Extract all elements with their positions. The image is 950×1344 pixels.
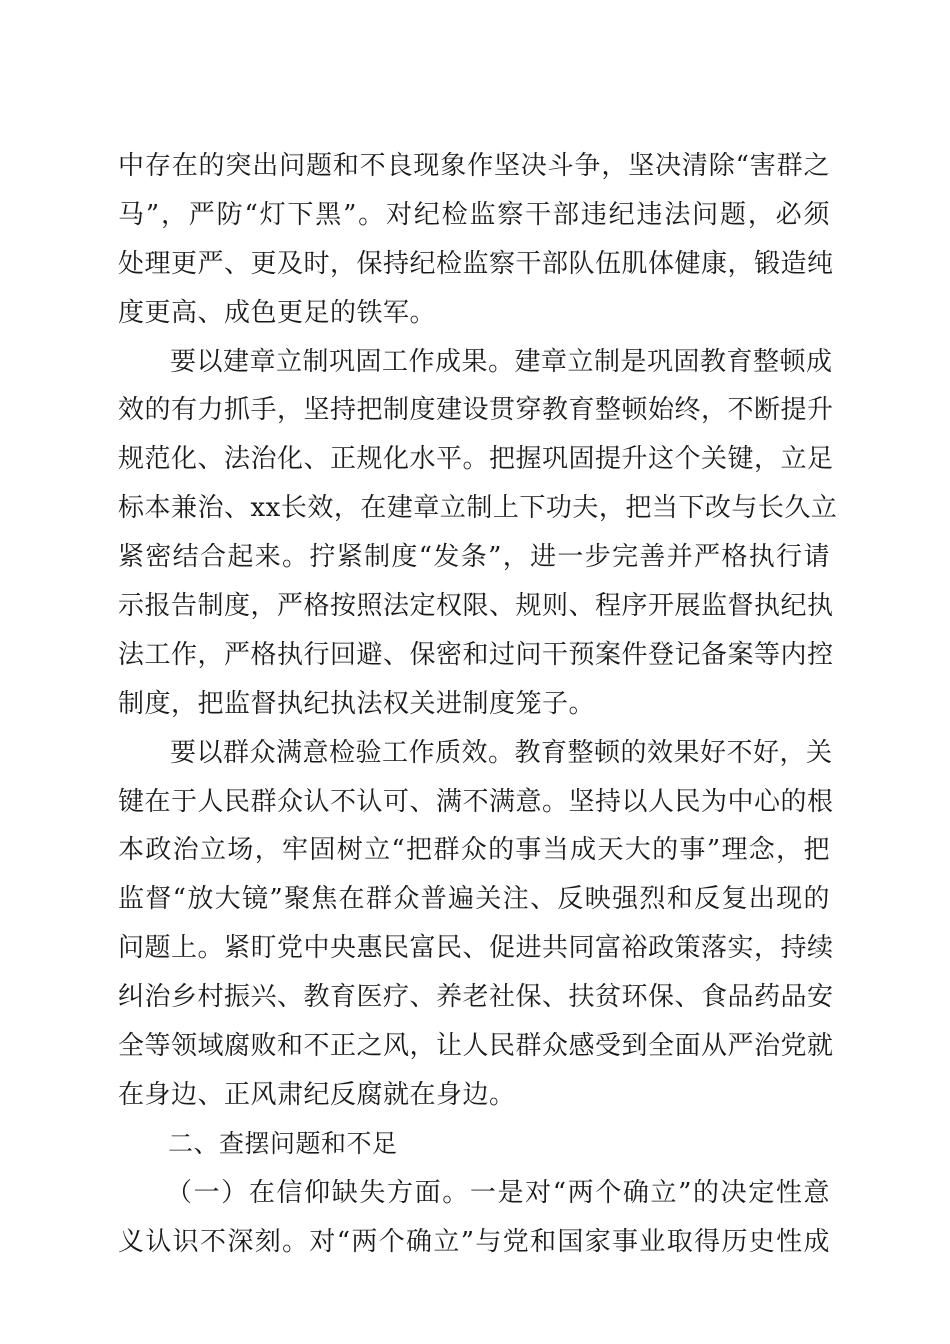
section-heading: 二、查摆问题和不足: [168, 1128, 398, 1158]
text-line: 处理更严、更及时，保持纪检监察干部队伍肌体健康，锻造纯: [118, 248, 834, 279]
text-line: （一）在信仰缺失方面。一是对“两个确立”的决定性意: [166, 1177, 830, 1208]
text-line: 规范化、法治化、正规化水平。把握巩固提升这个关键，立足: [118, 444, 834, 475]
text-line: 全等领域腐败和不正之风，让人民群众感受到全面从严治党就: [118, 1031, 834, 1062]
text-line: 纠治乡村振兴、教育医疗、养老社保、扶贫环保、食品药品安: [118, 982, 834, 1013]
text-line: 法工作，严格执行回避、保密和过问干预案件登记备案等内控: [118, 639, 834, 670]
text-line: 在身边、正风肃纪反腐就在身边。: [118, 1079, 516, 1110]
text-line: 本政治立场，牢固树立“把群众的事当成天大的事”理念，把: [118, 835, 830, 866]
paragraph-party-discipline: [118, 142, 834, 338]
text-line: 中存在的突出问题和不良现象作坚决斗争，坚决清除“害群之: [118, 151, 830, 181]
text-line: 标本兼治、xx长效，在建章立制上下功夫，把当下改与长久立: [118, 493, 838, 524]
text-line: 马”，严防“灯下黑”。对纪检监察干部违纪违法问题，必须: [118, 199, 830, 230]
text-line: 键在于人民群众认不认可、满不满意。坚持以人民为中心的根: [118, 786, 834, 817]
text-line: 监督“放大镜”聚焦在群众普遍关注、反映强烈和反复出现的: [118, 884, 830, 915]
text-line: 效的有力抓手，坚持把制度建设贯穿教育整顿始终，不断提升: [118, 395, 834, 426]
text-line: 要以群众满意检验工作质效。教育整顿的效果好不好，关: [170, 737, 833, 768]
text-line: 义认识不深刻。对“两个确立”与党和国家事业取得历史性成: [118, 1226, 830, 1257]
text-line: 紧密结合起来。拧紧制度“发条”，进一步完善并严格执行请: [118, 542, 830, 573]
paragraph-public-satisfaction: [118, 729, 834, 1120]
text-line: 制度，把监督执纪执法权关进制度笼子。: [118, 688, 596, 719]
text-line: 度更高、成色更足的铁军。: [118, 297, 437, 328]
paragraph-belief-deficiency: [118, 1169, 830, 1267]
document-body: [118, 142, 838, 1266]
text-line: 要以建章立制巩固工作成果。建章立制是巩固教育整顿成: [170, 346, 833, 377]
paragraph-institution-building: [118, 338, 838, 729]
text-line: 示报告制度，严格按照法定权限、规则、程序开展监督执纪执: [118, 591, 834, 622]
text-line: 问题上。紧盯党中央惠民富民、促进共同富裕政策落实，持续: [118, 933, 834, 964]
